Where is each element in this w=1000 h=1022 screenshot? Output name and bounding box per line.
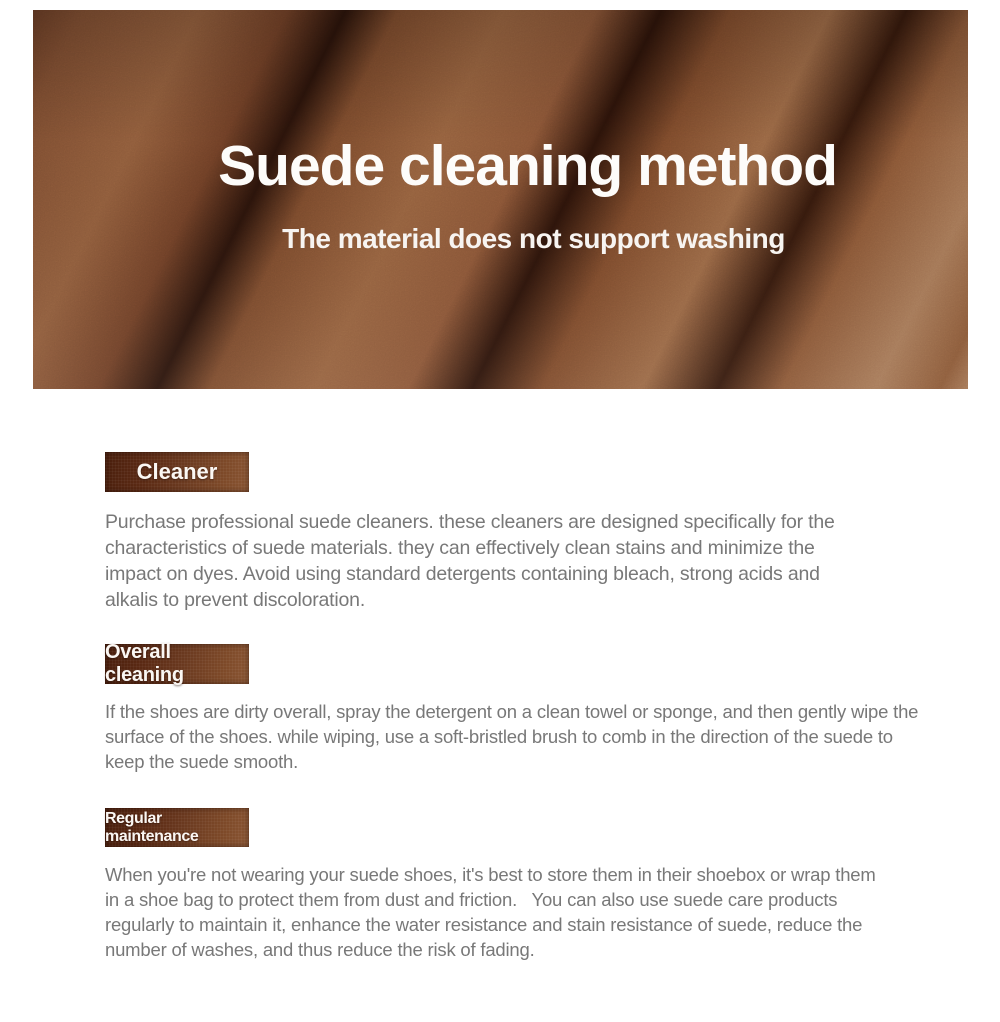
hero-banner bbox=[33, 10, 968, 389]
hero-title: Suede cleaning method bbox=[218, 134, 837, 198]
section-badge-overall-cleaning: Overall cleaning bbox=[105, 644, 249, 684]
section-body-overall-cleaning: If the shoes are dirty overall, spray the detergent on a clean towel or sponge, and then gently wipe the surface of the shoes. while wiping, use a soft-bristled brush to comb in the direction of the suede to keep the suede smooth. bbox=[105, 701, 924, 772]
section-badge-regular-maintenance: Regular maintenance bbox=[105, 808, 249, 847]
hero-subtitle: The material does not support washing bbox=[282, 223, 785, 254]
section-regular-maintenance bbox=[105, 808, 965, 962]
suede-texture-photo bbox=[33, 10, 968, 389]
care-sections bbox=[105, 389, 965, 962]
section-overall-cleaning bbox=[105, 641, 965, 774]
section-body-regular-maintenance: When you're not wearing your suede shoes, it's best to store them in their shoebox or wrap them in a shoe bag to protect them from dust and friction. You can also use suede care products regularly to maintain it, enhance the water resistance and stain resistance of suede, reduce the number of washes, and thus reduce the risk of fading. bbox=[105, 864, 881, 960]
section-cleaner bbox=[105, 452, 965, 613]
section-badge-cleaner: Cleaner bbox=[105, 452, 249, 492]
section-body-cleaner: Purchase professional suede cleaners. these cleaners are designed specifically for the characteristics of suede materials. they can effectively clean stains and minimize the impact on dyes. Avoid using standard detergents containing bleach, strong acids and alkalis to prevent discoloration. bbox=[105, 511, 840, 611]
